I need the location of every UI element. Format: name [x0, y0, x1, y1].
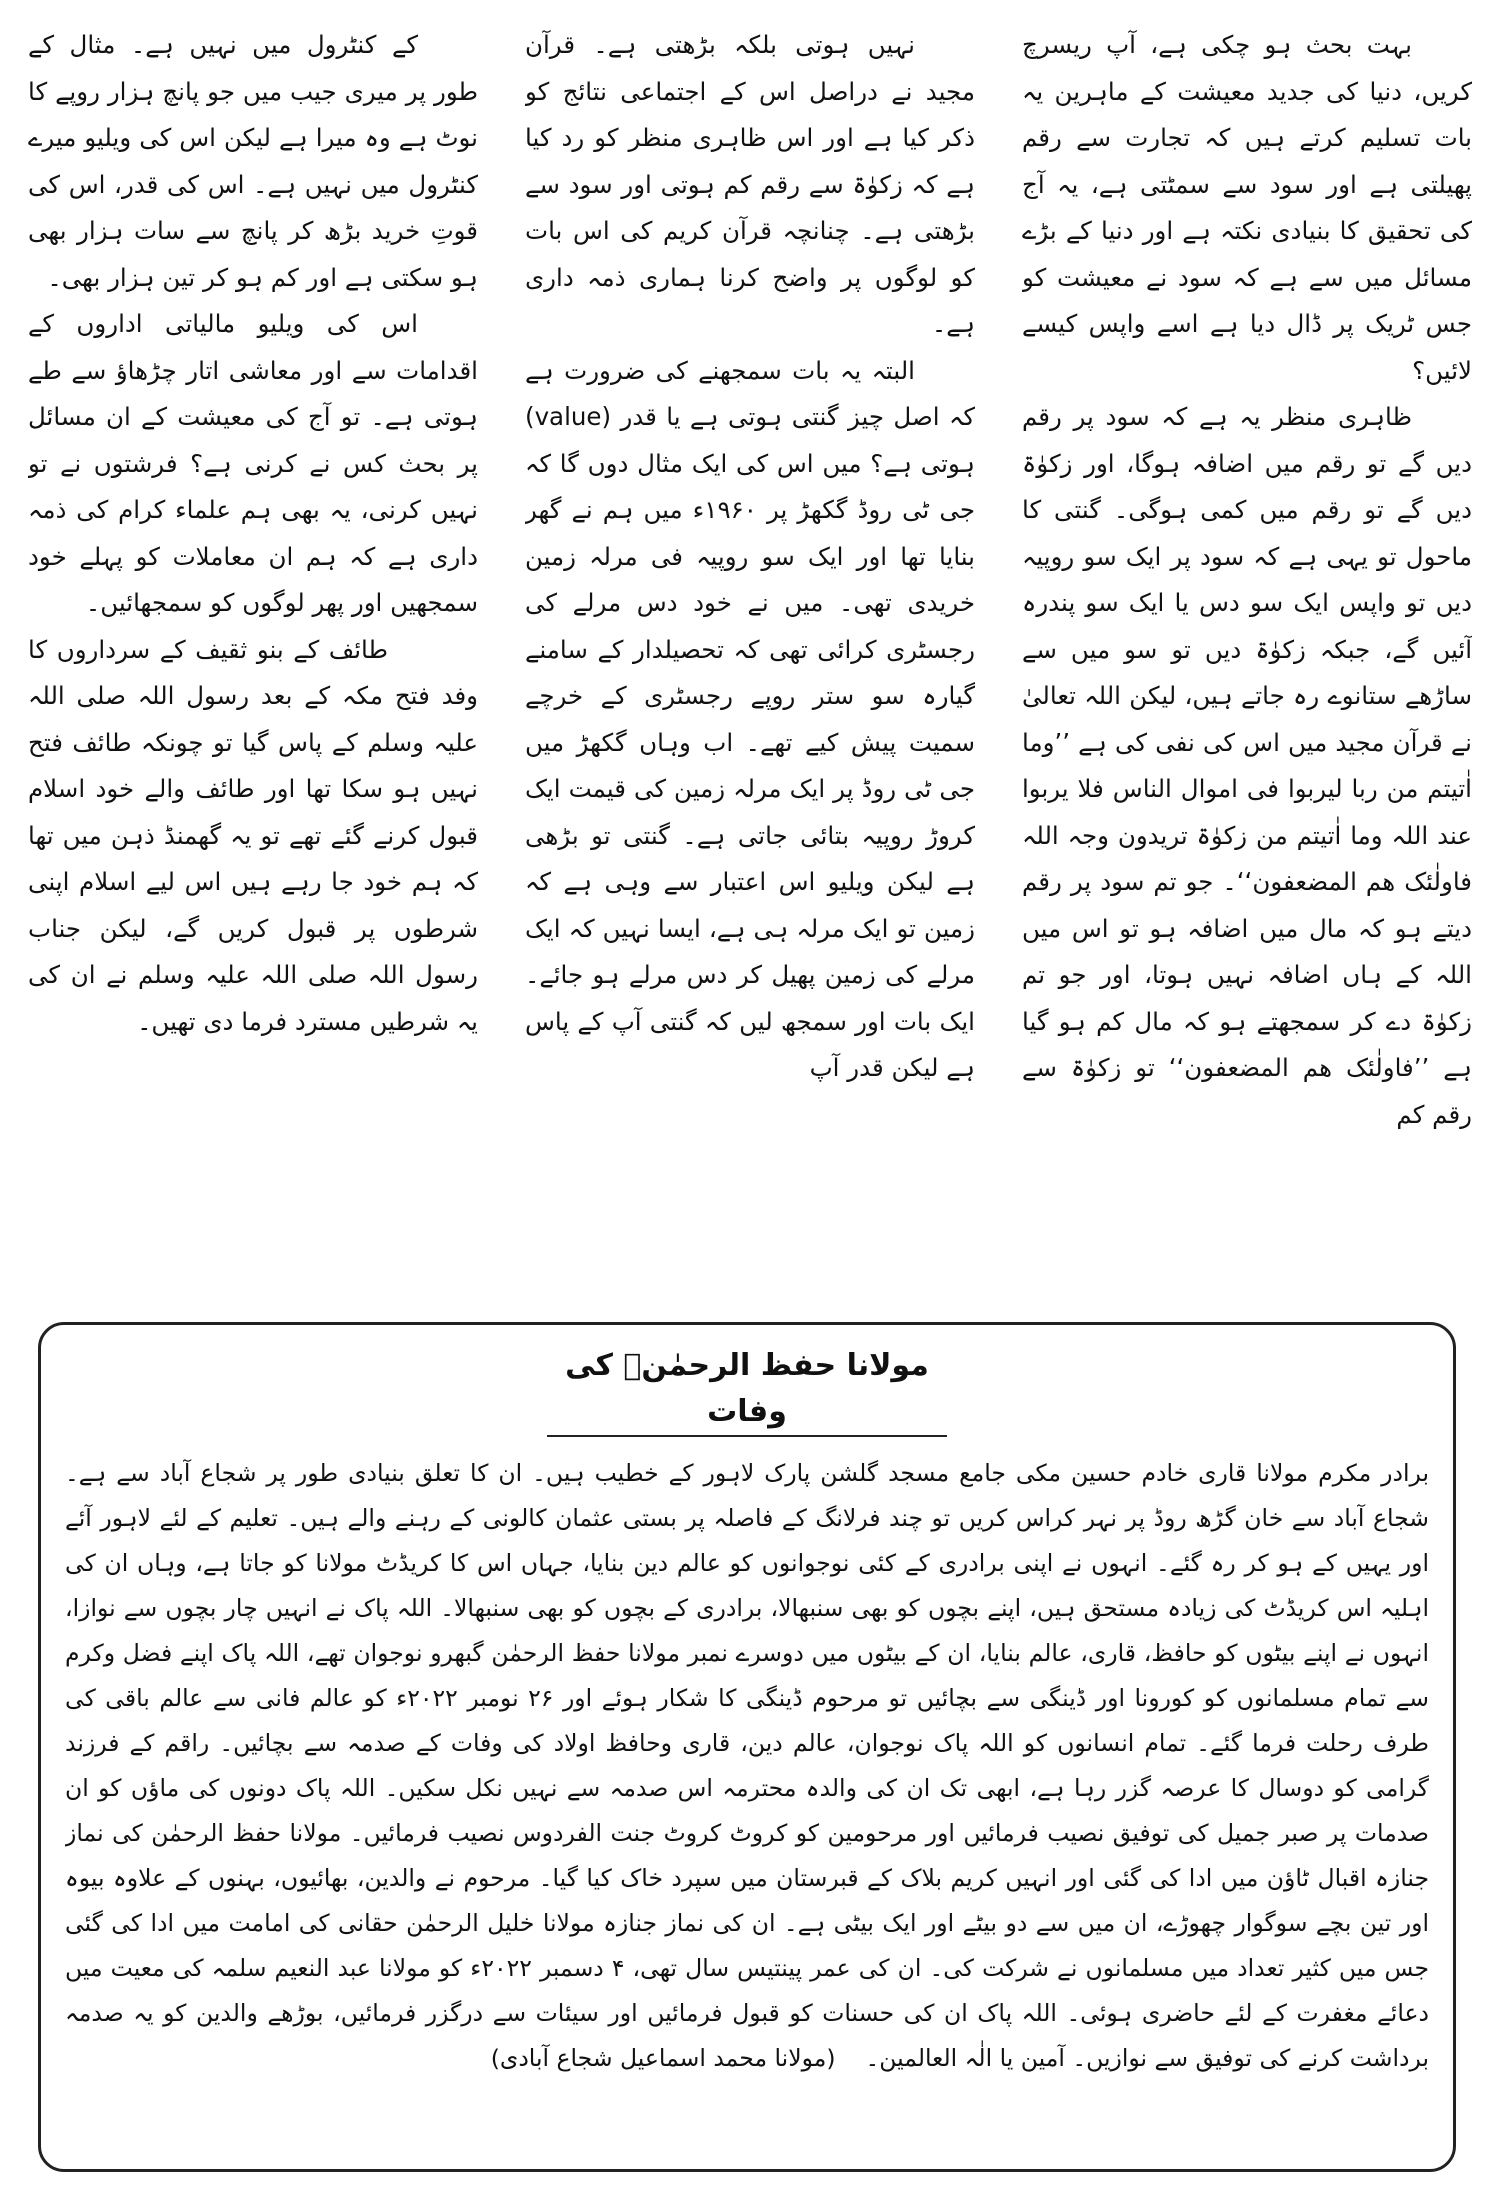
- article-paragraph: کے کنٹرول میں نہیں ہے۔ مثال کے طور پر میری جیب میں جو پانچ ہزار روپے کا نوٹ ہے وہ میرا ہے لیکن اس کی ویلیو میرے کنٹرول میں نہیں ہے۔ اس کی قدر، اس کی قوتِ خرید بڑھ کر پانچ سے سات ہزار بھی ہو سکتی ہے اور کم ہو کر تین ہزار بھی۔: [28, 30, 478, 292]
- column-right: [1022, 22, 1472, 1292]
- column-left: [28, 22, 478, 1292]
- column-middle: [525, 22, 975, 1292]
- obituary-box: [38, 1322, 1456, 2172]
- article-paragraph: ظاہری منظر یہ ہے کہ سود پر رقم دیں گے تو رقم میں اضافہ ہوگا، اور زکوٰۃ دیں گے تو رقم میں کمی ہوگی۔ گنتی کا ماحول تو یہی ہے کہ سود پر ایک سو روپیہ دیں تو واپس ایک سو دس یا ایک سو پندرہ آئیں گے، جبکہ زکوٰۃ دیں تو سو میں سے ساڑھے ستانوے رہ جاتے ہیں، لیکن اللہ تعالیٰ نے قرآن مجید میں اس کی نفی کی ہے ’’وما اٰتیتم من ربا لیربوا فی اموال الناس فلا یربوا عند اللہ وما اٰتیتم من زکوٰۃ تریدون وجہ اللہ فاولٰئک ھم المضعفون‘‘۔ جو تم سود پر رقم دیتے ہو کہ مال میں اضافہ ہو تو اس میں اللہ کے ہاں اضافہ نہیں ہوتا، اور جو تم زکوٰۃ دے کر سمجھتے ہو کہ مال کم ہو گیا ہے ’’فاولٰئک ھم المضعفون‘‘ تو زکوٰۃ سے رقم کم: [1022, 402, 1472, 1129]
- newspaper-page: [28, 22, 1472, 2178]
- article-paragraph: نہیں ہوتی بلکہ بڑھتی ہے۔ قرآن مجید نے دراصل اس کے اجتماعی نتائج کو ذکر کیا ہے اور اس ظاہری منظر کو رد کیا ہے کہ زکوٰۃ سے رقم کم ہوتی اور سود سے بڑھتی ہے۔ چنانچہ قرآن کریم کی اس بات کو لوگوں پر واضح کرنا ہماری ذمہ داری ہے۔: [525, 30, 975, 338]
- article-paragraph: اس کی ویلیو مالیاتی اداروں کے اقدامات سے اور معاشی اتار چڑھاؤ سے طے ہوتی ہے۔ تو آج کی معیشت کے ان مسائل پر بحث کس نے کرنی ہے؟ فرشتوں نے تو نہیں کرنی، یہ بھی ہم علماء کرام کی ذمہ داری ہے کہ ہم ان معاملات کو پہلے خود سمجھیں اور پھر لوگوں کو سمجھائیں۔: [28, 309, 478, 617]
- obituary-body: [65, 1451, 1429, 2172]
- obituary-text: برادر مکرم مولانا قاری خادم حسین مکی جامع مسجد گلشن پارک لاہور کے خطیب ہیں۔ ان کا تعلق بنیادی طور پر شجاع آباد سے ہے۔ شجاع آباد سے خان گڑھ روڈ پر نہر کراس کریں تو چند فرلانگ کے فاصلہ پر بستی عثمان کالونی کے رہنے والے ہیں۔ تعلیم کے لئے لاہور آئے اور یہیں کے ہو کر رہ گئے۔ انہوں نے اپنی برادری کے کئی نوجوانوں کو عالم دین بنایا، جہاں اس کا کریڈٹ مولانا کو جاتا ہے، وہاں ان کی اہلیہ اس کریڈٹ کی زیادہ مستحق ہیں، اپنے بچوں کو بھی سنبھالا، برادری کے بچوں کو بھی سنبھالا۔ اللہ پاک نے انہیں چار بچوں سے نوازا، انہوں نے اپنے بیٹوں کو حافظ، قاری، عالم بنایا، ان کے بیٹوں میں دوسرے نمبر مولانا حفظ الرحمٰن گبھرو نوجوان تھے، اللہ پاک اپنے فضل وکرم سے تمام مسلمانوں کو کورونا اور ڈینگی سے بچائیں تو مرحوم ڈینگی کا شکار ہوئے اور ۲۶ نومبر ۲۰۲۲ء کو عالم فانی سے عالم باقی کی طرف رحلت فرما گئے۔ تمام انسانوں کو اللہ پاک نوجوان، عالم دین، قاری وحافظ اولاد کی وفات کے صدمہ سے بچائیں۔ راقم کے فرزند گرامی کو دوسال کا عرصہ گزر رہا ہے، ابھی تک ان کی والدہ محترمہ اس صدمہ سے نہیں نکل سکیں۔ اللہ پاک دونوں کی ماؤں کو ان صدمات پر صبر جمیل کی توفیق نصیب فرمائیں اور مرحومین کو کروٹ کروٹ جنت الفردوس نصیب فرمائیں۔ مولانا حفظ الرحمٰن کی نماز جنازہ اقبال ٹاؤن میں ادا کی گئی اور انہیں کریم بلاک کے قبرستان میں سپرد خاک کیا گیا۔ مرحوم نے والدین، بھائیوں، بہنوں کے علاوہ بیوہ اور تین بچے سوگوار چھوڑے، ان میں سے دو بیٹے اور ایک بیٹی ہے۔ ان کی نماز جنازہ مولانا خلیل الرحمٰن حقانی کی امامت میں ادا کی گئی جس میں کثیر تعداد میں مسلمانوں نے شرکت کی۔ ان کی عمر پینتیس سال تھی، ۴ دسمبر ۲۰۲۲ء کو مولانا عبد النعیم سلمہ کی معیت میں دعائے مغفرت کے لئے حاضری ہوئی۔ اللہ پاک ان کی حسنات کو قبول فرمائیں اور سیئات سے درگزر فرمائیں، بوڑھے والدین کو یہ صدمہ برداشت کرنے کی توفیق سے نوازیں۔ آمین یا الٰہ العالمین۔: [65, 1459, 1429, 2072]
- article-paragraph: البتہ یہ بات سمجھنے کی ضرورت ہے کہ اصل چیز گنتی ہوتی ہے یا قدر (value) ہوتی ہے؟ میں اس کی ایک مثال دوں گا کہ جی ٹی روڈ گکھڑ پر ۱۹۶۰ء میں ہم نے گھر بنایا تھا اور ایک سو روپیہ فی مرلہ زمین خریدی تھی۔ میں نے خود دس مرلے کی رجسٹری کرائی تھی کہ تحصیلدار کے سامنے گیارہ سو ستر روپے رجسٹری کے خرچے سمیت پیش کیے تھے۔ اب وہاں گکھڑ میں جی ٹی روڈ پر ایک مرلہ زمین کی قیمت ایک کروڑ روپیہ بتائی جاتی ہے۔ گنتی تو بڑھی ہے لیکن ویلیو اس اعتبار سے وہی ہے کہ زمین تو ایک مرلہ ہی ہے، ایسا نہیں کہ ایک مرلے کی زمین پھیل کر دس مرلے ہو جائے۔ ایک بات اور سمجھ لیں کہ گنتی آپ کے پاس ہے لیکن قدر آپ: [525, 355, 975, 1082]
- article-paragraph: بہت بحث ہو چکی ہے، آپ ریسرچ کریں، دنیا کی جدید معیشت کے ماہرین یہ بات تسلیم کرتے ہیں کہ تجارت سے رقم پھیلتی ہے اور سود سے سمٹتی ہے، یہ آج کی تحقیق کا بنیادی نکتہ ہے اور دنیا کے بڑے مسائل میں سے ہے کہ سود نے معیشت کو جس ٹریک پر ڈال دیا ہے اسے واپس کیسے لائیں؟: [1022, 30, 1472, 385]
- article-paragraph: طائف کے بنو ثقیف کے سرداروں کا وفد فتح مکہ کے بعد رسول اللہ صلی اللہ علیہ وسلم کے پاس گیا تو چونکہ طائف فتح نہیں ہو سکا تھا اور طائف والے خود اسلام قبول کرنے گئے تھے تو یہ گھمنڈ ذہن میں تھا کہ ہم خود جا رہے ہیں اس لیے اسلام اپنی شرطوں پر قبول کریں گے، لیکن جناب رسول اللہ صلی اللہ علیہ وسلم نے ان کی یہ شرطیں مسترد فرما دی تھیں۔: [28, 634, 478, 1036]
- article-columns: [28, 22, 1472, 1292]
- obituary-author: (مولانا محمد اسماعیل شجاع آبادی): [490, 2044, 836, 2072]
- obituary-title: مولانا حفظ الرحمٰنؒ کی وفات: [547, 1343, 947, 1437]
- obituary-paragraph: [65, 1451, 1429, 2081]
